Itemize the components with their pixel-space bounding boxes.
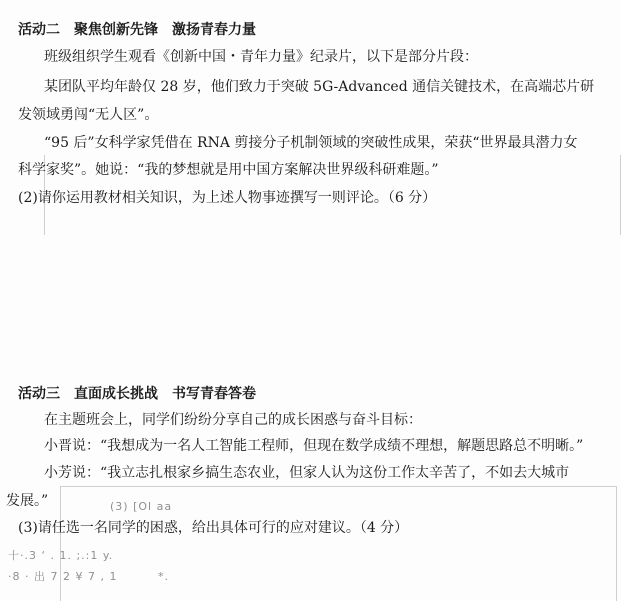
activity2-segment2-line1: “95 后”女科学家凭借在 RNA 剪接分子机制领域的突破性成果，荣获“世界最具潜力女	[44, 135, 578, 151]
activity2-segment1-line2: 发领域勇闯“无人区”。	[18, 107, 159, 123]
activity3-xiaojin: 小晋说：“我想成为一名人工智能工程师，但现在数学成绩不理想，解题思路总不明晰。”	[44, 438, 584, 454]
activity3-question: (3)请任选一名同学的困惑，给出具体可行的应对建议。（4 分）	[18, 520, 409, 536]
activity3-heading: 活动三 直面成长挑战 书写青春答卷	[18, 386, 256, 402]
activity3-xiaofang-line2: 发展。”	[6, 493, 49, 509]
activity2-segment1-line1: 某团队平均年龄仅 28 岁，他们致力于突破 5G-Advanced 通信关键技术，在高端芯片研	[44, 79, 595, 95]
activity2-segment2-line2: 科学家奖”。她说：“我的梦想就是用中国方案解决世界级科研难题。”	[18, 162, 439, 178]
bleed-through-text-3: ·8 · 出 7 2 ¥ 7 , 1	[8, 570, 118, 583]
activity3-xiaofang-line1: 小芳说：“我立志扎根家乡搞生态农业，但家人认为这份工作太辛苦了，不如去大城市	[44, 465, 570, 481]
activity2-question: (2)请你运用教材相关知识，为上述人物事迹撰写一则评论。（6 分）	[18, 190, 437, 206]
activity2-heading: 活动二 聚焦创新先锋 激扬青春力量	[18, 22, 256, 38]
bleed-through-text-4: *.	[158, 570, 169, 583]
bleed-through-text-2: 十·.3 ‘ . 1. ;.:1 y.	[8, 549, 114, 562]
bleed-through-text-1: (3) [Ol aa	[110, 500, 173, 513]
activity2-intro: 班级组织学生观看《创新中国・青年力量》纪录片，以下是部分片段：	[44, 49, 478, 65]
activity3-intro: 在主题班会上，同学们纷纷分享自己的成长困惑与奋斗目标：	[44, 412, 422, 428]
